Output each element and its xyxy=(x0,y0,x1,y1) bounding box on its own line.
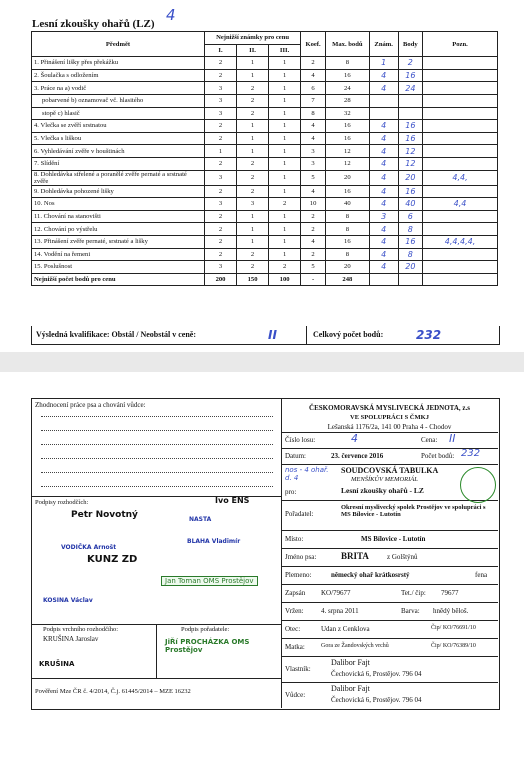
cell-max: 32 xyxy=(326,107,370,120)
total-points-label: Celkový počet bodů: xyxy=(306,326,383,344)
cell-iii: 1 xyxy=(269,248,301,261)
judge-signature: BLAHA Vladimír xyxy=(187,538,241,545)
cell-max: 28 xyxy=(326,94,370,107)
cell-i: 3 xyxy=(205,82,237,95)
cell-name: 2. Šoulačka s odložením xyxy=(32,69,205,82)
cell-koef: 4 xyxy=(301,185,326,198)
cell-name: stopě c) hlasič xyxy=(32,107,205,120)
cell-note xyxy=(423,107,498,120)
col-subject: Předmět xyxy=(32,32,205,57)
cell-max: 12 xyxy=(326,157,370,170)
cell-iii: 1 xyxy=(269,57,301,70)
cell-max: 16 xyxy=(326,120,370,133)
handler-row: Vůdce: Dalibor Fajt Čechovická 6, Prostějov. 796 04 xyxy=(285,684,422,704)
score-row xyxy=(32,57,498,70)
chief-signature: KRUŠINA xyxy=(39,660,75,668)
cell-iii: 1 xyxy=(269,235,301,248)
cell-koef: 2 xyxy=(301,210,326,223)
cell-iii: 1 xyxy=(269,170,301,185)
cell-iii: 1 xyxy=(269,82,301,95)
cell-iii: 1 xyxy=(269,145,301,158)
cell-i: 2 xyxy=(205,248,237,261)
judge-signature: KOSINA Václav xyxy=(43,597,93,604)
cell-grade: 4 xyxy=(369,198,398,211)
cell-iii: 1 xyxy=(269,94,301,107)
cell-max: 16 xyxy=(326,185,370,198)
cell-grade: 1 xyxy=(369,57,398,70)
cell-i: 3 xyxy=(205,198,237,211)
trophy-row: SOUDCOVSKÁ TABULKA MENŠÍKŮV MEMORIÁL nos - 4 ohař. d. 4 pro: Lesní zkoušky ohařů - LZ xyxy=(281,464,498,501)
cell-note xyxy=(423,157,498,170)
cell-koef: 5 xyxy=(301,261,326,274)
score-row xyxy=(32,82,498,95)
cell-i: 2 xyxy=(205,235,237,248)
qualification-label: Výsledná kvalifikace: Obstál / Neobstál v ceně: xyxy=(36,330,196,339)
score-row xyxy=(32,120,498,133)
cell-grade: 4 xyxy=(369,248,398,261)
cell-grade xyxy=(369,94,398,107)
cell-points: 6 xyxy=(398,210,422,223)
cell-i: 2 xyxy=(205,57,237,70)
cell-points: 16 xyxy=(398,235,422,248)
cell-i: 2 xyxy=(205,69,237,82)
cell-name: 6. Vyhledávání zvěře v houštinách xyxy=(32,145,205,158)
judge-signature: Ivo ENS xyxy=(215,496,250,505)
cell-name: 10. Nos xyxy=(32,198,205,211)
cell-i: 2 xyxy=(205,223,237,236)
cell-name: 8. Dohledávka střelené a poranělé zvěře pernaté a srstnaté zvěře xyxy=(32,170,205,185)
cell-max: 8 xyxy=(326,57,370,70)
cell-grade: 4 xyxy=(369,261,398,274)
total-row: Nejnižší počet bodů pro cenu 200 150 100 - 248 xyxy=(32,273,498,286)
cell-koef: 2 xyxy=(301,248,326,261)
cell-i: 3 xyxy=(205,261,237,274)
cell-koef: 2 xyxy=(301,223,326,236)
col-min-group: Nejnižší známky pro cenu xyxy=(205,32,301,45)
dot-line xyxy=(41,416,273,417)
cell-ii: 1 xyxy=(237,235,269,248)
cell-i: 1 xyxy=(205,145,237,158)
dot-line xyxy=(41,444,273,445)
cell-grade: 4 xyxy=(369,132,398,145)
cell-iii: 1 xyxy=(269,120,301,133)
cell-i: 3 xyxy=(205,170,237,185)
cell-i: 2 xyxy=(205,157,237,170)
cell-ii: 2 xyxy=(237,261,269,274)
cell-note xyxy=(423,223,498,236)
cell-note xyxy=(423,94,498,107)
sheet-title: Lesní zkoušky ohařů (LZ) xyxy=(32,18,155,30)
cell-ii: 1 xyxy=(237,145,269,158)
cell-name: 5. Vlečka s liškou xyxy=(32,132,205,145)
cell-points: 16 xyxy=(398,185,422,198)
cell-koef: 4 xyxy=(301,69,326,82)
cell-points: 20 xyxy=(398,170,422,185)
cell-grade: 4 xyxy=(369,157,398,170)
assessment-label: Zhodnocení práce psa a chování vůdce: xyxy=(35,401,146,409)
cell-grade: 4 xyxy=(369,170,398,185)
cell-points: 12 xyxy=(398,145,422,158)
dog-name-row: Jméno psa: BRITA z Golštýnů xyxy=(281,548,498,567)
cell-points: 16 xyxy=(398,69,422,82)
cell-iii: 1 xyxy=(269,69,301,82)
cell-max: 24 xyxy=(326,82,370,95)
cell-note: 4,4 xyxy=(423,198,498,211)
cell-max: 16 xyxy=(326,235,370,248)
score-row xyxy=(32,132,498,145)
org-header: ČESKOMORAVSKÁ MYSLIVECKÁ JEDNOTA, z.s VE SPOLUPRÁCI S ČMKJ Lešanská 1176/2a, 141 00 Praha 4 - Chodov xyxy=(281,398,498,433)
cell-points: 16 xyxy=(398,120,422,133)
cell-koef: 2 xyxy=(301,57,326,70)
judges-label: Podpisy rozhodčích: xyxy=(35,499,89,506)
cell-koef: 10 xyxy=(301,198,326,211)
cell-i: 2 xyxy=(205,132,237,145)
cell-koef: 5 xyxy=(301,170,326,185)
cell-ii: 2 xyxy=(237,185,269,198)
cell-koef: 4 xyxy=(301,120,326,133)
score-row xyxy=(32,185,498,198)
cell-max: 8 xyxy=(326,248,370,261)
cell-ii: 2 xyxy=(237,170,269,185)
cell-name: 1. Přinášení lišky přes překážku xyxy=(32,57,205,70)
col-prize-1: I. xyxy=(205,44,237,57)
score-row xyxy=(32,210,498,223)
decree: Pověření Mze ČR č. 4/2014, Č.j. 61445/2014 – MZE 16232 xyxy=(35,688,191,695)
cell-points: 8 xyxy=(398,223,422,236)
cell-note xyxy=(423,57,498,70)
cell-i: 2 xyxy=(205,185,237,198)
cell-koef: 8 xyxy=(301,107,326,120)
cell-points: 20 xyxy=(398,261,422,274)
dot-line xyxy=(41,486,273,487)
cell-note xyxy=(423,210,498,223)
cell-iii: 1 xyxy=(269,185,301,198)
cell-points: 8 xyxy=(398,248,422,261)
cell-iii: 1 xyxy=(269,132,301,145)
score-row xyxy=(32,157,498,170)
cell-max: 12 xyxy=(326,145,370,158)
cell-grade: 4 xyxy=(369,82,398,95)
cell-max: 8 xyxy=(326,223,370,236)
col-note: Pozn. xyxy=(423,32,498,57)
cell-name: 4. Vlečka se zvěří srstnatou xyxy=(32,120,205,133)
cell-grade: 4 xyxy=(369,120,398,133)
cell-koef: 6 xyxy=(301,82,326,95)
cell-ii: 1 xyxy=(237,210,269,223)
cell-iii: 1 xyxy=(269,210,301,223)
cell-note xyxy=(423,132,498,145)
cell-i: 2 xyxy=(205,210,237,223)
cell-note: 4,4,4,4, xyxy=(423,235,498,248)
cell-ii: 1 xyxy=(237,57,269,70)
cell-grade: 3 xyxy=(369,210,398,223)
cell-iii: 2 xyxy=(269,198,301,211)
cell-ii: 1 xyxy=(237,69,269,82)
cell-grade: 4 xyxy=(369,69,398,82)
cell-points: 16 xyxy=(398,132,422,145)
score-row xyxy=(32,107,498,120)
owner-row: Vlastník: Dalibor Fajt Čechovická 6, Prostějov. 796 04 xyxy=(281,656,498,683)
cell-note xyxy=(423,82,498,95)
cell-ii: 1 xyxy=(237,223,269,236)
chief-label: Podpis vrchního rozhodčího: xyxy=(43,626,119,633)
score-row xyxy=(32,261,498,274)
cell-koef: 3 xyxy=(301,145,326,158)
col-prize-3: III. xyxy=(269,44,301,57)
cell-name: 11. Chování na stanovišti xyxy=(32,210,205,223)
qualification-row xyxy=(31,326,500,345)
score-row xyxy=(32,145,498,158)
cell-max: 16 xyxy=(326,69,370,82)
cell-ii: 2 xyxy=(237,107,269,120)
cell-iii: 2 xyxy=(269,261,301,274)
judge-signature: KUNZ ZD xyxy=(87,554,138,565)
club-seal xyxy=(460,467,496,503)
cell-koef: 7 xyxy=(301,94,326,107)
dot-line xyxy=(41,458,273,459)
mother-row: Matka: Gora ze Žandovských vrchů Čip/ KO/76389/10 xyxy=(281,638,498,657)
score-row xyxy=(32,69,498,82)
score-row xyxy=(32,94,498,107)
cell-max: 16 xyxy=(326,132,370,145)
cell-max: 20 xyxy=(326,261,370,274)
cell-grade: 4 xyxy=(369,223,398,236)
score-row xyxy=(32,198,498,211)
cell-ii: 2 xyxy=(237,82,269,95)
judge-signature: NASTA xyxy=(189,516,212,523)
cell-ii: 2 xyxy=(237,248,269,261)
total-points-hw: 232 xyxy=(416,328,442,342)
cell-koef: 4 xyxy=(301,235,326,248)
cell-ii: 1 xyxy=(237,120,269,133)
organizer-stamp: JiŘí PROCHÁZKA OMS Prostějov xyxy=(165,638,250,654)
cell-i: 2 xyxy=(205,120,237,133)
left-column xyxy=(31,398,282,708)
cell-ii: 2 xyxy=(237,94,269,107)
cell-name: 7. Slídění xyxy=(32,157,205,170)
score-row xyxy=(32,170,498,185)
breed-row: Plemeno: německý ohař krátkosrstý fena xyxy=(281,566,498,585)
cell-note xyxy=(423,261,498,274)
qualification-hw: II xyxy=(268,328,277,342)
cell-name: pobarvené b) oznamovač vč. hlasitého xyxy=(32,94,205,107)
cell-points: 24 xyxy=(398,82,422,95)
score-table xyxy=(31,31,498,286)
cell-iii: 1 xyxy=(269,157,301,170)
dot-line xyxy=(41,430,273,431)
cell-grade: 4 xyxy=(369,185,398,198)
col-koef: Koef. xyxy=(301,32,326,57)
divider xyxy=(156,624,157,678)
cell-ii: 2 xyxy=(237,157,269,170)
score-row xyxy=(32,248,498,261)
cell-koef: 4 xyxy=(301,132,326,145)
cell-points xyxy=(398,94,422,107)
cell-name: 14. Vodění na řemeni xyxy=(32,248,205,261)
cell-grade xyxy=(369,107,398,120)
col-points: Body xyxy=(398,32,422,57)
cell-i: 3 xyxy=(205,94,237,107)
handwritten-number: 4 xyxy=(166,6,176,24)
cell-iii: 1 xyxy=(269,107,301,120)
cell-note xyxy=(423,185,498,198)
col-grade: Znám. xyxy=(369,32,398,57)
score-row xyxy=(32,235,498,248)
place-row: Místo: MS Bílovice - Lutotín xyxy=(281,530,498,549)
father-row: Otec: Udan z Cenklova Čip/ KO/76691/10 xyxy=(281,620,498,639)
cell-max: 40 xyxy=(326,198,370,211)
registry-row: Zapsán KO/79677 Tet./ čip: 79677 xyxy=(281,584,498,603)
cell-grade: 4 xyxy=(369,235,398,248)
cell-grade: 4 xyxy=(369,145,398,158)
cell-koef: 3 xyxy=(301,157,326,170)
cell-iii: 1 xyxy=(269,223,301,236)
cell-points: 40 xyxy=(398,198,422,211)
col-prize-2: II. xyxy=(237,44,269,57)
page-gap xyxy=(0,352,524,372)
cell-name: 12. Chování po výstřelu xyxy=(32,223,205,236)
cell-name: 9. Dohledávka pohozené lišky xyxy=(32,185,205,198)
cell-i: 3 xyxy=(205,107,237,120)
cell-note xyxy=(423,69,498,82)
cell-max: 20 xyxy=(326,170,370,185)
oms-stamp: Jan Toman OMS Prostějov xyxy=(161,576,258,586)
cell-note xyxy=(423,145,498,158)
divider xyxy=(31,678,281,679)
cell-points: 2 xyxy=(398,57,422,70)
date-row: Datum: 23. července 2016 Počet bodů: 232 xyxy=(281,448,498,465)
dot-line xyxy=(41,472,273,473)
cell-note xyxy=(423,248,498,261)
cell-note xyxy=(423,120,498,133)
cell-ii: 1 xyxy=(237,132,269,145)
judge-signature: VODIČKA Arnošt xyxy=(61,544,117,551)
cell-name: 13. Přinášení zvěře pernaté, srstnaté a lišky xyxy=(32,235,205,248)
cell-note: 4,4, xyxy=(423,170,498,185)
score-row xyxy=(32,223,498,236)
cell-max: 8 xyxy=(326,210,370,223)
organizer-label: Podpis pořadatele: xyxy=(181,626,230,633)
birth-row: Vržen: 4. srpna 2011 Barva: hnědý běloš. xyxy=(281,602,498,621)
cell-name: 15. Poslušnost xyxy=(32,261,205,274)
judge-signature: Petr Novotný xyxy=(71,510,138,520)
col-max: Max. bodů xyxy=(326,32,370,57)
cell-points xyxy=(398,107,422,120)
chief-name: KRUŠINA Jaroslav xyxy=(43,635,99,643)
cell-name: 3. Práce na a) vodič xyxy=(32,82,205,95)
lot-row: Číslo losu: 4 Cena: II xyxy=(281,432,498,449)
organizer-row: Pořadatel: Okresní myslivecký spolek Prostějov ve spolupráci s MS Bílovice - Lutotín xyxy=(281,500,498,531)
cell-points: 12 xyxy=(398,157,422,170)
cell-ii: 3 xyxy=(237,198,269,211)
